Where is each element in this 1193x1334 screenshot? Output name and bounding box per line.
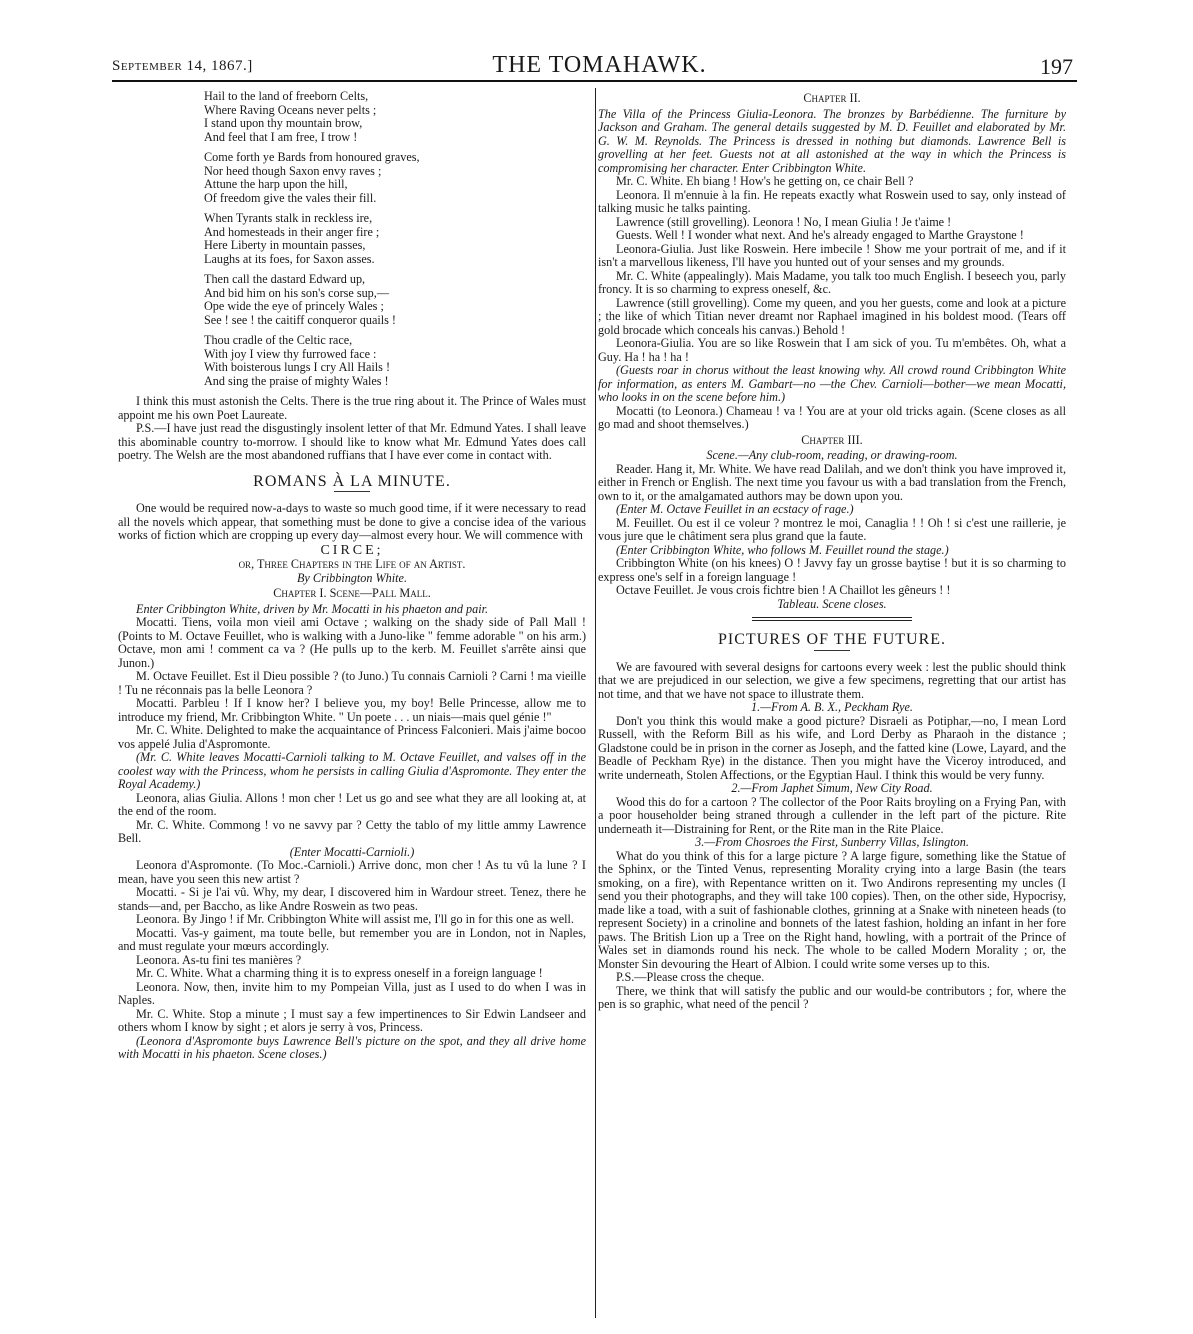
poem-line: With joy I view thy furrowed face : (204, 346, 377, 361)
left-column (118, 90, 586, 1062)
right-column (598, 90, 1066, 1012)
poem-line: Hail to the land of freeborn Celts, (204, 89, 369, 103)
poem-stanza (204, 90, 586, 144)
dialogue-line: Leonora-Giulia. You are so like Roswein that I am sick of you. Tu m'embêtes. Oh, what a Guy. Ha ! ha ! ha ! (598, 336, 1066, 364)
postscript: P.S.—Please cross the cheque. (616, 970, 765, 984)
stage-direction: (Enter Cribbington White, who follows M. Feuillet round the stage.) (616, 542, 949, 557)
header-rule (112, 80, 1077, 82)
dialogue-line: Mr. C. White. What a charming thing it is to express oneself in a foreign language ! (136, 966, 543, 980)
dialogue-line: M. Feuillet. Ou est il ce voleur ? montrez le moi, Canaglia ! ! Oh ! si c'est une raillerie, je vous jure que le châtiment sera plus grand que la faute. (598, 515, 1066, 543)
newspaper-page (112, 50, 1087, 1322)
dialogue-line: Mocatti. Tiens, voila mon vieil ami Octave ; walking on the shady side of Pall Mall ! (Points to M. Octave Feuillet, who is walking with a Juno-like " femme adorable " on his arm.) Octave, mon ami ! comment ca va ? (He pulls up to the kerb. M. Feuillet s'arrête ainsi que Junon.) (118, 615, 586, 670)
section-title-pictures: PICTURES OF THE FUTURE. (717, 631, 947, 648)
poem-line: And bid him on his son's corse sup,— (204, 285, 390, 300)
dialogue-line: Cribbington White (on his knees) O ! Javvy fay un grosse baytise ! but it is so charming to express one's self in a foreign language ! (598, 556, 1066, 584)
stage-direction: Enter Cribbington White, driven by Mr. Mocatti in his phaeton and pair. (136, 601, 489, 616)
stage-direction: (Enter Mocatti-Carnioli.) (289, 844, 415, 859)
poem-line: With boisterous lungs I cry All Hails ! (204, 360, 391, 374)
dialogue-line: Mocatti. Vas-y gaiment, ma toute belle, but remember you are in London, not in Naples, and must regulate your mœurs accordingly. (118, 925, 586, 953)
poem-line: Where Raving Oceans never pelts ; (204, 102, 377, 117)
scene-description: Scene.—Any club-room, reading, or drawing-room. (706, 448, 958, 462)
submission-text: What do you think of this for a large picture ? A large figure, something like the Statue of the Sphinx, or the Tinted Venus, representing Morality crying into a large Basin (the tears smoking, on a fire), with Repentance written on it. Two Andirons representing my uncles (I send you their photographs, and they will take 100 copies). Then, on the other side, Hypocrisy, made like a toad, with a suit of fashionable clothes, grinning at a Snake with nineteen heads (to represent Society) in a crinoline and bonnets of the latest fashion, holding an infant in her fore paws. The British Lion up a Tree on the Right hand, howling, with a portrait of the Prince of Wales set in diamonds round his neck. The whole to be called Modern Morality ; or, the Monster Sin devouring the Heart of Albion. I could write some verses up to this. (598, 848, 1066, 971)
poem-line: Thou cradle of the Celtic race, (204, 333, 353, 347)
stage-direction: (Mr. C. White leaves Mocatti-Carnioli talking to M. Octave Feuillet, and valses off in the coolest way with the Princess, whom he persists in calling Giulia d'Aspromonte. They enter the Royal Academy.) (118, 750, 586, 791)
dialogue-line: Mr. C. White. Commong ! vo ne savvy par ? Cetty the tablo of my little ammy Lawrence Bell. (118, 817, 586, 845)
dialogue-line: Leonora. Now, then, invite him to my Pompeian Villa, just as I used to do when I was in Naples. (118, 979, 586, 1007)
dialogue-line: Lawrence (still grovelling). Leonora ! No, I mean Giulia ! Je t'aime ! (616, 214, 952, 229)
section-rule (814, 650, 850, 651)
stage-direction: (Enter M. Octave Feuillet in an ecstacy of rage.) (616, 502, 854, 516)
dialogue-line: Reader. Hang it, Mr. White. We have read Dalilah, and we don't think you have improved it, either in French or English. The next time you favour us with a bad translation from the French, own to it, or the amalgamated authors may be down upon you. (598, 461, 1066, 503)
chapter-heading: Chapter II. (803, 91, 861, 105)
dialogue-line: M. Octave Feuillet. Est il Dieu possible ? (to Juno.) Tu connais Carnioli ? Carni ! ma vieille ! Tu ne réconnais pas la belle Leonora ? (118, 669, 586, 697)
dialogue-line: Leonora. As-tu fini tes manières ? (136, 952, 302, 967)
romans-intro: One would be required now-a-days to waste so much good time, if it were necessary to read all the novels which appear, that something must be done to give a concise idea of the various works of fiction which are cropping up every day—almost every hour. We will commence with (118, 501, 586, 542)
dialogue-line: Leonora. By Jingo ! if Mr. Cribbington White will assist me, I'll go in for this one as well. (136, 912, 574, 926)
poem-line: Nor heed though Saxon envy raves ; (204, 163, 382, 178)
poem-stanza (204, 212, 586, 266)
tableau-line: Tableau. Scene closes. (777, 596, 887, 611)
submission-heading: 1.—From A. B. X., Peckham Rye. (751, 700, 913, 714)
column-divider (595, 88, 596, 1318)
dialogue-line: Lawrence (still grovelling). Come my queen, and you her guests, come and look at a picture ; the like of which Titian never dreamt nor Raphael imagined in his boldest mood. (Tears off gold brocade which conceals his canvas.) Behold ! (598, 295, 1066, 337)
dialogue-line: Mr. C. White. Eh biang ! How's he getting on, ce chair Bell ? (616, 174, 914, 188)
chapter-heading: Chapter I. Scene—Pall Mall. (273, 586, 431, 600)
page-header (112, 50, 1087, 78)
poem-line: Laughs at its foes, for Saxon asses. (204, 251, 375, 266)
stage-direction: (Guests roar in chorus without the least knowing why. All crowd round Cribbington White for information, as enters M. Gambart—no —the Chev. Carnioli—bother—we mean Mocatti, who looks in on the scene before him.) (598, 363, 1066, 404)
dialogue-line: Leonora-Giulia. Just like Roswein. Here imbecile ! Show me your portrait of me, and if it isn't a marvellous likeness, I'll have you hunted out of your senses and my grounds. (598, 241, 1066, 269)
dialogue-line: Leonora, alias Giulia. Allons ! mon cher ! Let us go and see what they are all looking at, at the end of the room. (118, 790, 586, 818)
postscript: P.S.—I have just read the disgustingly insolent letter of that Mr. Edmund Yates. I shall leave this abominable country to-morrow. I should like to know what Mr. Edmund Yates does call poetry. The Welsh are the most abandoned ruffians that I have ever come in contact with. (118, 421, 586, 462)
masthead-title: THE TOMAHAWK. (492, 52, 707, 78)
story-byline: By Cribbington White. (296, 570, 407, 585)
poem-line: I stand upon thy mountain brow, (204, 116, 363, 130)
dialogue-line: Mocatti. - Si je l'ai vû. Why, my dear, I discovered him in Wardour street. Tenez, there he stands—and, per Baccho, as like Andre Roswein as two peas. (118, 885, 586, 913)
poem-line: See ! see ! the caitiff conqueror quails ! (204, 312, 396, 327)
submission-heading: 2.—From Japhet Simum, New City Road. (731, 781, 933, 795)
poem-line: And homesteads in their anger fire ; (204, 224, 380, 239)
stage-direction: The Villa of the Princess Giulia-Leonora. The bronzes by Barbédienne. The furniture by Jackson and Graham. The general details suggested by M. D. Feuillet and elaborated by Mr. G. W. M. Reynolds. The Princess is dressed in nothing but diamonds. Lawrence Bell is grovelling at her feet. Guests not at all astonished at the way in which the Princess is compromising her character. Enter Cribbington White. (598, 106, 1066, 175)
poem-line: When Tyrants stalk in reckless ire, (204, 211, 373, 225)
poem-line: Here Liberty in mountain passes, (204, 238, 366, 252)
dialogue-line: Octave Feuillet. Je vous crois fichtre bien ! A Chaillot les gêneurs ! ! (616, 583, 951, 597)
page-number: 197 (1040, 54, 1073, 79)
poem-comment: I think this must astonish the Celts. There is the true ring about it. The Prince of Wales must appoint me his own Poet Laureate. (118, 394, 586, 422)
dialogue-line: Leonora d'Aspromonte. (To Moc.-Carnioli.) Arrive donc, mon cher ! As tu vû la lune ? I mean, have you seen this new artist ? (118, 858, 586, 886)
poem-stanza (204, 334, 586, 388)
dialogue-line: Leonora. Il m'ennuie à la fin. He repeats exactly what Roswein used to say, only instead of talking music he talks painting. (598, 187, 1066, 215)
poem-line: Of freedom give the vales their fill. (204, 190, 377, 205)
double-rule (752, 617, 912, 621)
poem-line: Attune the harp upon the hill, (204, 177, 348, 191)
submission-text: Wood this do for a cartoon ? The collector of the Poor Raits broyling on a Frying Pan, with a poor householder being straned through a cullender in the left part of the picture. Rite underneath it—Distraining for Rent, or the Rite man in the Rite Plaice. (598, 794, 1066, 836)
section-rule (334, 491, 370, 492)
dialogue-line: Mocatti (to Leonora.) Chameau ! va ! You are at your old tricks again. (Scene closes as all go mad and shoot themselves.) (598, 403, 1066, 431)
dialogue-line: Mr. C. White. Delighted to make the acquaintance of Princess Falconieri. Mais j'aime bocoo vos appelé Julia d'Aspromonte. (118, 723, 586, 751)
stage-direction: (Leonora d'Aspromonte buys Lawrence Bell's picture on the spot, and they all drive home with Mocatti in his phaeton. Scene closes.) (118, 1033, 586, 1061)
story-subtitle: or, Three Chapters in the Life of an Artist. (238, 557, 466, 571)
poem-line: Then call the dastard Edward up, (204, 272, 366, 286)
dialogue-line: Mr. C. White. Stop a minute ; I must say a few impertinences to Sir Edwin Landseer and others whom I know by sight ; et alors je serry à vos, Princess. (118, 1006, 586, 1034)
pictures-intro: We are favoured with several designs for cartoons every week : lest the public should think that we are prejudiced in our selection, we give a few specimens, regretting that our artist has not time, and that we have not space to illustrate them. (598, 659, 1066, 701)
closing-remark: There, we think that will satisfy the public and our would-be contributors ; for, where the pen is so graphic, what need of the pencil ? (598, 983, 1066, 1011)
submission-heading: 3.—From Chosroes the First, Sunberry Villas, Islington. (695, 835, 969, 849)
section-title-romans: ROMANS À LA MINUTE. (253, 472, 451, 490)
dialogue-line: Mr. C. White (appealingly). Mais Madame, you talk too much English. I beseech you, parly froncy. It is so charming to express oneself, &c. (598, 268, 1066, 296)
chapter-heading: Chapter III. (801, 432, 863, 447)
poem-stanza (204, 273, 586, 327)
poem-line: And feel that I am free, I trow ! (204, 129, 358, 144)
poem-line: And sing the praise of mighty Wales ! (204, 373, 389, 388)
poem-line: Come forth ye Bards from honoured graves, (204, 150, 420, 164)
poem-line: Ope wide the eye of princely Wales ; (204, 299, 384, 313)
story-title: CIRCE; (320, 542, 384, 558)
poem-stanza (204, 151, 586, 205)
dialogue-line: Mocatti. Parbleu ! If I know her? I believe you, my boy! Belle Princesse, allow me to introduce my friend, Mr. Cribbington White. " Un poete . . . un niais—mais quel génie !" (118, 696, 586, 724)
submission-text: Don't you think this would make a good picture? Disraeli as Potiphar,—no, I mean Lord Russell, with the Reform Bill as his wife, and Lord Derby as Pharaoh in the distance ; Gladstone could be in prison in the corner as Joseph, and the fatted kine (Lowe, Layard, and the Beadle of Peckham Rye) in the distance. Then you might have the Viceroy introduced, and write underneath, Stolen Affections, or the Egyptian Haul. I think this would be very funny. (598, 713, 1066, 782)
dialogue-line: Guests. Well ! I wonder what next. And he's already engaged to Marthe Graystone ! (616, 228, 1024, 242)
welsh-poem (118, 90, 586, 388)
header-date: September 14, 1867.] (112, 58, 253, 74)
